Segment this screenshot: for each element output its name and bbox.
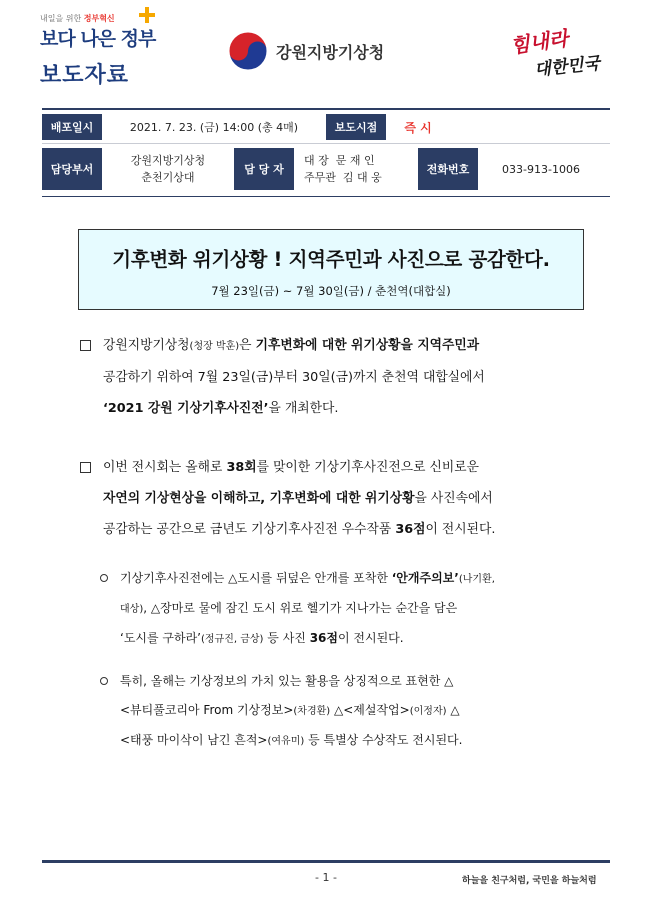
square-bullet-icon [80, 462, 91, 473]
agency-name: 강원지방기상청 [276, 43, 385, 62]
gov-logo-text: 보다 나은 정부 [40, 28, 156, 50]
contact-line2: 주무관 김 대 웅 [304, 171, 382, 184]
table-top-rule [42, 108, 610, 110]
headline-title: 기후변화 위기상황 ! 지역주민과 사진으로 공감한다. [112, 248, 550, 271]
table-bottom-rule [42, 196, 610, 197]
cheer-slogan-line1: 힘내라 [508, 26, 570, 58]
press-release-label: 보도자료 [40, 63, 130, 88]
square-bullet-icon [80, 340, 91, 351]
contact-person [298, 148, 414, 190]
distribution-date: 2021. 7. 23. (금) 14:00 (총 4매) [129, 121, 299, 134]
plus-icon [138, 6, 156, 24]
contact-line1: 대 장 문 재 인 [304, 154, 375, 167]
contact-person-label: 담 당 자 [234, 148, 294, 190]
paragraph-2: 이번 전시회는 올해로 38회를 맞이한 기상기후사진전으로 신비로운 자연의 기상현상을 이해하고, 기후변화에 대한 위기상황을 사진속에서 공감하는 공간으로 금년도 기상기후사진전 우수작품 36점이 전시된다. [103, 460, 496, 537]
phone-number: 033-913-1006 [502, 162, 580, 176]
phone-label: 전화번호 [418, 148, 478, 190]
department-line2: 춘천기상대 [141, 171, 195, 184]
footer-rule [42, 860, 610, 863]
sub-paragraph-2: 특히, 올해는 기상정보의 가치 있는 활용을 상징적으로 표현한 △ <뷰티풀코리아 From 기상정보>(차경환) △<제설작업>(이정자) △ <태풍 마이삭이 남긴 흔적>(여유미) 등 특별상 수상작도 전시된다. [120, 674, 463, 747]
department-label: 담당부서 [42, 148, 102, 190]
distribution-date-label: 배포일시 [42, 114, 102, 140]
gov-innovation-slogan: 내일을 위한 정부혁신 [40, 14, 115, 23]
report-time: 즉 시 [404, 120, 432, 135]
cheer-slogan-line2: 대한민국 [533, 53, 601, 81]
taegeuk-emblem-icon [228, 31, 268, 71]
footer-slogan: 하늘을 친구처럼, 국민을 하늘처럼 [462, 876, 597, 886]
table-row-separator [42, 143, 610, 144]
department [106, 148, 230, 190]
sub-paragraph-1: 기상기후사진전에는 △도시를 뒤덮은 안개를 포착한 ‘안개주의보’(나기환, 대상), △장마로 물에 잠긴 도시 위로 헬기가 지나가는 순간을 담은 ‘도시를 구하라’(정규진, 금상) 등 사진 36점이 전시된다. [120, 571, 495, 645]
department-line1: 강원지방기상청 [130, 154, 206, 167]
report-time-label: 보도시점 [326, 114, 386, 140]
page-number: - 1 - [315, 871, 337, 884]
circle-bullet-icon [100, 574, 108, 582]
paragraph-1: 강원지방기상청(청장 박훈)은 기후변화에 대한 위기상황을 지역주민과 공감하기 위하여 7월 23일(금)부터 30일(금)까지 춘천역 대합실에서 ‘2021 강원 기상기후사진전’을 개최한다. [103, 338, 485, 416]
headline-subtitle: 7월 23일(금) ~ 7월 30일(금) / 춘천역(대합실) [211, 284, 451, 298]
circle-bullet-icon [100, 677, 108, 685]
